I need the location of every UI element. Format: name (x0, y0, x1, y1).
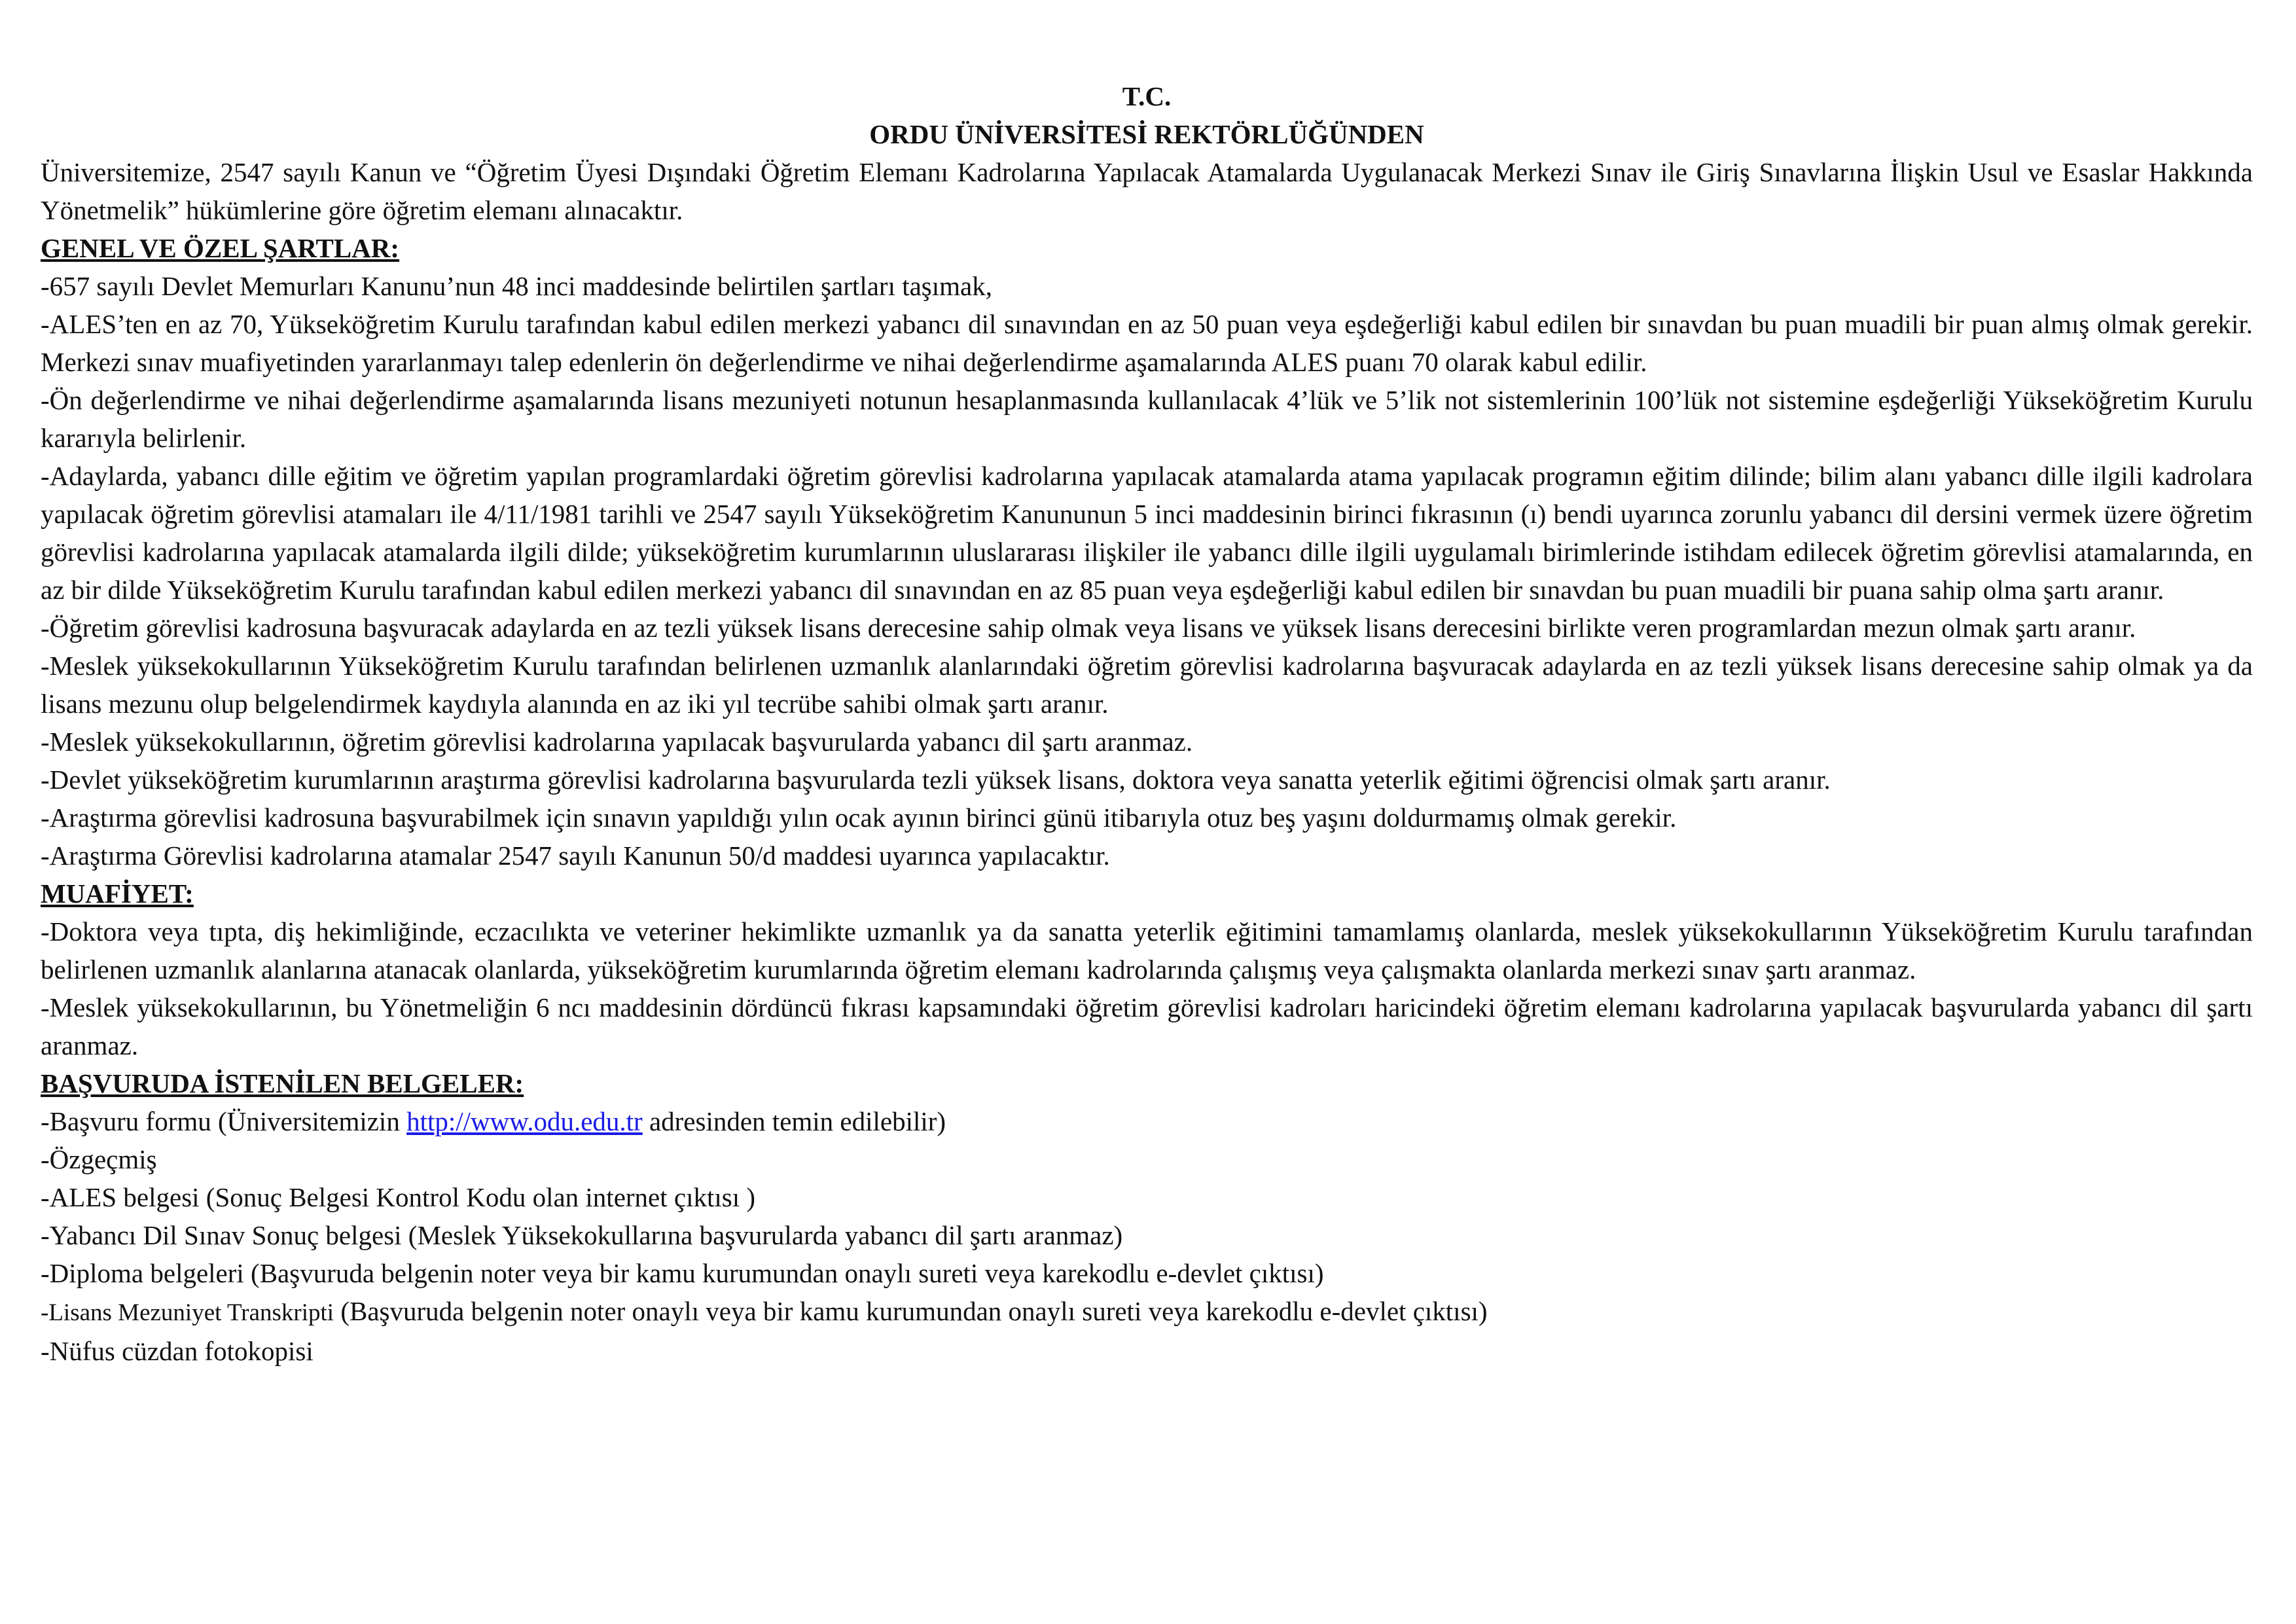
documents-heading: BAŞVURUDA İSTENİLEN BELGELER: (41, 1068, 524, 1098)
general-item: -Öğretim görevlisi kadrosuna başvuracak adaylarda en az tezli yüksek lisans derecesine sahip olmak veya lisans ve yüksek lisans derecesini birlikte veren programlardan mezun olmak şartı aranır. (41, 613, 2136, 643)
application-form-suffix: adresinden temin edilebilir) (642, 1106, 946, 1136)
document-item: -Özgeçmiş (41, 1144, 157, 1174)
exemption-heading: MUAFİYET: (41, 878, 194, 909)
general-conditions-heading: GENEL VE ÖZEL ŞARTLAR: (41, 233, 400, 263)
document-item: -Diploma belgeleri (Başvuruda belgenin noter veya bir kamu kurumundan onaylı sureti veya karekodlu e-devlet çıktısı) (41, 1258, 1324, 1288)
general-item: -Ön değerlendirme ve nihai değerlendirme aşamalarında lisans mezuniyeti notunun hesaplanmasında kullanılacak 4’lük ve 5’lik not sistemlerinin 100’lük not sistemine eşdeğerliği Yükseköğretim Kurulu kararıyla belirlenir. (41, 385, 2253, 453)
general-item: -Araştırma görevlisi kadrosuna başvurabilmek için sınavın yapıldığı yılın ocak ayının birinci günü itibarıyla otuz beş yaşını doldurmamış olmak gerekir. (41, 803, 1677, 833)
exemption-item: -Doktora veya tıpta, diş hekimliğinde, eczacılıkta ve veteriner hekimlikte uzmanlık ya da sanatta yeterlik eğitimini tamamlamış olanlarda, meslek yüksekokullarının Yükseköğretim Kurulu tarafından belirlenen uzmanlık alanlarına atanacak olanlarda, yükseköğretim kurumlarında öğretim elemanı kadrolarında çalışmış veya çalışmakta olanlarda merkezi sınav şartı aranmaz. (41, 916, 2253, 984)
transcript-note: (Başvuruda belgenin noter onaylı veya bir kamu kurumundan onaylı sureti veya karekodlu e-devlet çıktısı) (334, 1296, 1488, 1326)
general-item: -Meslek yüksekokullarının, öğretim görevlisi kadrolarına yapılacak başvurularda yabancı dil şartı aranmaz. (41, 727, 1193, 757)
header-university: ORDU ÜNİVERSİTESİ REKTÖRLÜĞÜNDEN (869, 119, 1424, 149)
header-tc: T.C. (1122, 81, 1172, 111)
document-item: -Yabancı Dil Sınav Sonuç belgesi (Meslek Yüksekokullarına başvurularda yabancı dil şartı aranmaz) (41, 1220, 1123, 1250)
general-item: -Meslek yüksekokullarının Yükseköğretim Kurulu tarafından belirlenen uzmanlık alanlarındaki öğretim görevlisi kadrolarına başvuracak adaylarda en az tezli yüksek lisans derecesine sahip olmak ya da lisans mezunu olup belgelendirmek kaydıyla alanında en az iki yıl tecrübe sahibi olmak şartı aranır. (41, 651, 2253, 719)
general-item: -Adaylarda, yabancı dille eğitim ve öğretim yapılan programlardaki öğretim görevlisi kadrolarına yapılacak atamalarda atama yapılacak programın eğitim dilinde; bilim alanı yabancı dille ilgili kadrolara yapılacak öğretim görevlisi atamaları ile 4/11/1981 tarihli ve 2547 sayılı Yükseköğretim Kanununun 5 inci maddesinin birinci fıkrasının (ı) bendi uyarınca zorunlu yabancı dil dersini vermek üzere öğretim görevlisi kadrolarına yapılacak atamalarda ilgili dilde; yükseköğretim kurumlarının uluslararası ilişkiler ile yabancı dille ilgili uygulamalı birimlerinde istihdam edilecek öğretim görevlisi atamalarında, en az bir dilde Yükseköğretim Kurulu tarafından kabul edilen merkezi yabancı dil sınavından en az 85 puan veya eşdeğerliği kabul edilen bir sınavdan bu puan muadili bir puana sahip olma şartı aranır. (41, 461, 2253, 605)
document-item: -ALES belgesi (Sonuç Belgesi Kontrol Kodu olan internet çıktısı ) (41, 1182, 756, 1212)
general-item: -Araştırma Görevlisi kadrolarına atamalar 2547 sayılı Kanunun 50/d maddesi uyarınca yapılacaktır. (41, 840, 1110, 871)
application-form-prefix: -Başvuru formu (Üniversitemizin (41, 1106, 407, 1136)
announcement-document (41, 77, 2253, 1370)
general-item: -657 sayılı Devlet Memurları Kanunu’nun 48 inci maddesinde belirtilen şartları taşımak, (41, 271, 992, 301)
university-website-link[interactable]: http://www.odu.edu.tr (406, 1106, 643, 1136)
exemption-item: -Meslek yüksekokullarının, bu Yönetmeliğin 6 ncı maddesinin dördüncü fıkrası kapsamındaki öğretim görevlisi kadroları haricindeki öğretim elemanı kadrolarına yapılacak başvurularda yabancı dil şartı aranmaz. (41, 992, 2253, 1060)
intro-paragraph: Üniversitemize, 2547 sayılı Kanun ve “Öğretim Üyesi Dışındaki Öğretim Elemanı Kadrolarına Yapılacak Atamalarda Uygulanacak Merkezi Sınav ile Giriş Sınavlarına İlişkin Usul ve Esaslar Hakkında Yönetmelik” hükümlerine göre öğretim elemanı alınacaktır. (41, 157, 2253, 225)
general-item: -Devlet yükseköğretim kurumlarının araştırma görevlisi kadrolarına başvurularda tezli yüksek lisans, doktora veya sanatta yeterlik eğitimi öğrencisi olmak şartı aranır. (41, 765, 1831, 795)
general-item: -ALES’ten en az 70, Yükseköğretim Kurulu tarafından kabul edilen merkezi yabancı dil sınavından en az 50 puan veya eşdeğerliği kabul edilen bir sınavdan bu puan muadili bir puan almış olmak gerekir. Merkezi sınav muafiyetinden yararlanmayı talep edenlerin ön değerlendirme ve nihai değerlendirme aşamalarında ALES puanı 70 olarak kabul edilir. (41, 309, 2253, 377)
document-item: -Nüfus cüzdan fotokopisi (41, 1336, 314, 1366)
transcript-label: -Lisans Mezuniyet Transkripti (41, 1299, 334, 1326)
document-item-application-form (41, 1102, 2253, 1140)
document-item-transcript (41, 1292, 2253, 1332)
